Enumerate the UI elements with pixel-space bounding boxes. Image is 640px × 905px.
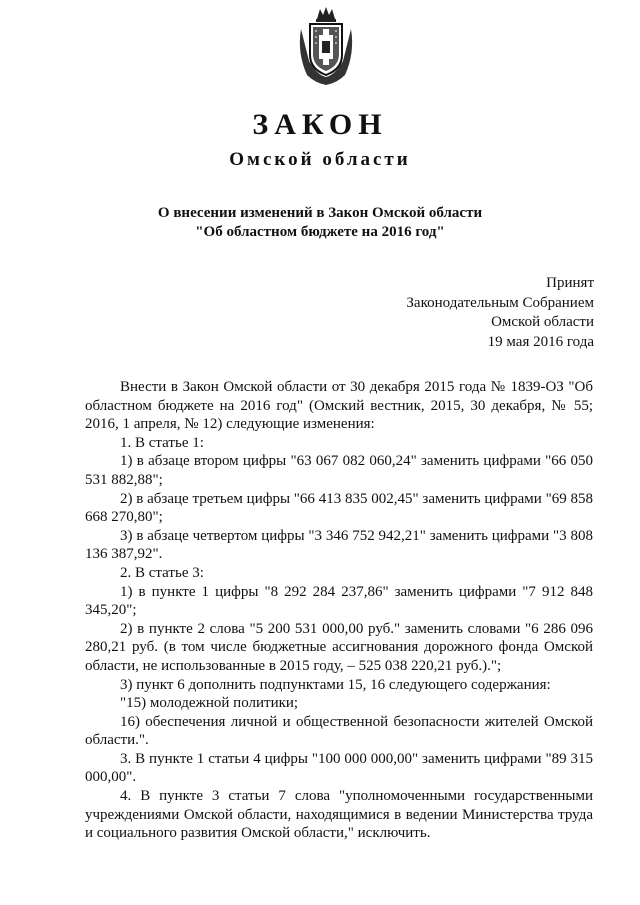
- body-paragraph: 2) в пункте 2 слова "5 200 531 000,00 руб." заменить словами "6 286 096 280,21 руб. (в том числе бюджетные ассигнования дорожного фонда Омской области, не использованные в 2015 году, – 525 038 220,21 руб.).";: [85, 620, 593, 674]
- law-title: ЗАКОН: [252, 108, 388, 141]
- law-subject: [0, 204, 640, 242]
- adoption-line: Законодательным Собранием: [406, 294, 594, 311]
- body-paragraph: 1) в пункте 1 цифры "8 292 284 237,86" заменить цифрами "7 912 848 345,20";: [85, 583, 593, 619]
- body-paragraph: 2) в абзаце третьем цифры "66 413 835 002,45" заменить цифрами "69 858 668 270,80";: [85, 490, 593, 526]
- subject-line: О внесении изменений в Закон Омской области: [157, 205, 483, 221]
- body-paragraph: Внести в Закон Омской области от 30 декабря 2015 года № 1839-ОЗ "Об областном бюджете на 2016 год" (Омский вестник, 2015, 30 декабря, № 55; 2016, 1 апреля, № 12) следующие изменения:: [85, 379, 593, 433]
- adoption-date: 19 мая 2016 года: [487, 333, 594, 350]
- body-paragraph: 4. В пункте 3 статьи 7 слова "уполномоченными государственными учреждениями Омской области, находящимися в ведении Министерства труда и социального развития Омской области," исключить.: [85, 788, 593, 842]
- body-paragraph: 3) в абзаце четвертом цифры "3 346 752 942,21" заменить цифрами "3 808 136 387,92".: [85, 527, 593, 563]
- subject-line: "Об областном бюджете на 2016 год": [195, 224, 445, 240]
- adoption-line: Омской области: [491, 314, 594, 330]
- adoption-block: [406, 274, 594, 352]
- coat-of-arms-icon: [295, 5, 357, 87]
- body-paragraph: "15) молодежной политики;: [120, 695, 299, 712]
- body-paragraph: 3) пункт 6 дополнить подпунктами 15, 16 следующего содержания:: [120, 676, 551, 693]
- body-paragraph: 1. В статье 1:: [120, 434, 204, 451]
- body-paragraph: 3. В пункте 1 статьи 4 цифры "100 000 000,00" заменить цифрами "89 315 000,00".: [85, 750, 593, 786]
- adoption-line: Принят: [546, 275, 594, 291]
- body-paragraph: 16) обеспечения личной и общественной безопасности жителей Омской области.".: [85, 713, 593, 749]
- body-paragraph: 2. В статье 3:: [120, 564, 204, 581]
- region-name: Омской области: [229, 149, 411, 170]
- law-body: [85, 378, 593, 843]
- body-paragraph: 1) в абзаце втором цифры "63 067 082 060,24" заменить цифрами "66 050 531 882,88";: [85, 453, 593, 488]
